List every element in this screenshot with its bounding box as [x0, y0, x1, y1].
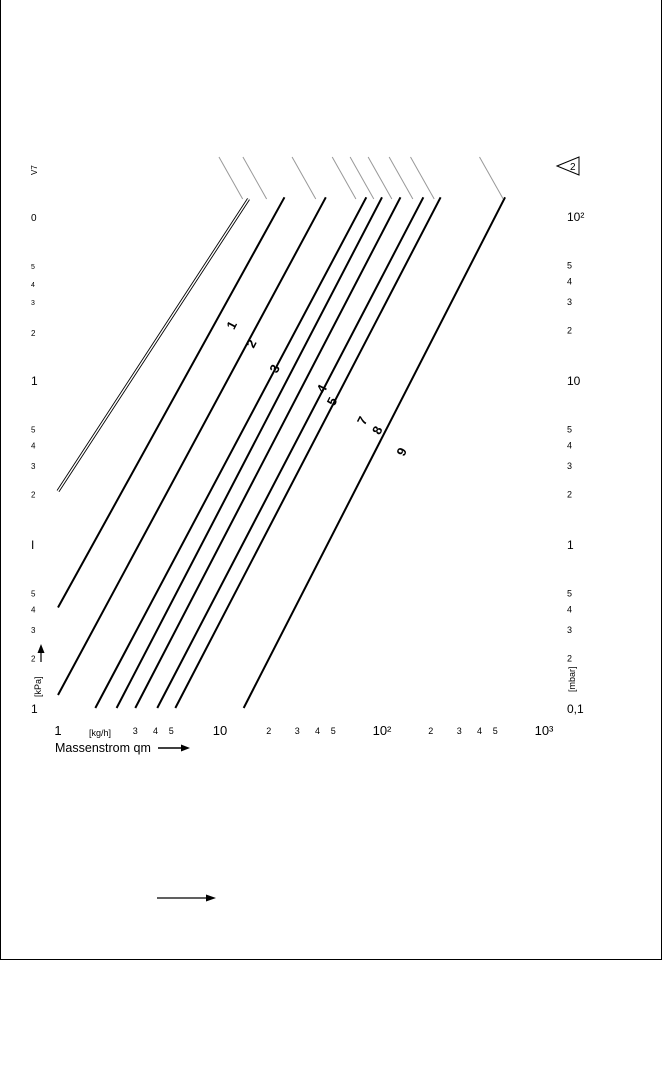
y-left-tick-label: 3: [31, 461, 36, 471]
x-tick-label: 3: [132, 726, 138, 736]
y-left-tick-label: 4: [31, 441, 36, 451]
y-right-tick-label: 3: [567, 296, 573, 307]
curve-top-fragment: [332, 157, 356, 199]
y-unit-left: [kPa]: [33, 676, 43, 697]
left-edge-2: 2: [31, 329, 36, 338]
x-tick-label: 2: [428, 726, 434, 736]
x-tick-label: 4: [477, 726, 483, 736]
x-tick-label: 2: [266, 726, 272, 736]
curve-label-8: 8: [368, 423, 386, 437]
y-right-tick-label: 2: [567, 489, 573, 500]
curve-label-9: 9: [393, 445, 410, 459]
x-tick-label: 3: [456, 726, 462, 736]
curve-4: [95, 197, 366, 708]
curve-label-4: 4: [313, 382, 331, 396]
x-tick-label: 10²: [372, 723, 392, 738]
curve-top-fragment: [292, 157, 316, 199]
x-axis-title: Massenstrom qm: [55, 741, 151, 755]
curve-label-1: 1: [223, 318, 241, 332]
curve-unlabeled-8: [244, 197, 505, 708]
y-right-tick-label: 0,1: [567, 702, 584, 716]
x-tick-label: 4: [315, 726, 321, 736]
y-left-tick-label: 5: [31, 589, 36, 599]
y-left-tick-label: 2: [31, 654, 36, 664]
left-edge-4: 4: [31, 282, 35, 289]
curve-label-3: 3: [266, 361, 283, 376]
y-right-tick-label: 3: [567, 624, 573, 635]
x-unit-label: [kg/h]: [89, 728, 112, 738]
left-edge-5: 5: [31, 264, 35, 271]
left-edge-v7: V7: [30, 165, 39, 175]
corner-badge-label: 2: [570, 162, 576, 173]
y-left-tick-label: 1: [31, 374, 38, 388]
curve-7: [135, 197, 400, 708]
x-tick-label: 10³: [534, 723, 554, 738]
y-right-tick-label: 2: [567, 653, 573, 664]
x-axis-arrow-icon: [158, 745, 190, 752]
curve-label-2: 2: [242, 336, 260, 351]
curve-top-fragment: [219, 157, 243, 199]
curve-2: [58, 197, 284, 607]
y-right-tick-label: 10: [567, 374, 581, 388]
y-right-tick-label: 10²: [567, 210, 585, 224]
x-tick-label: 5: [492, 726, 498, 736]
curve-top-fragment: [480, 157, 504, 199]
y-right-tick-label: 4: [567, 440, 573, 451]
y-left-tick-label: 2: [31, 490, 36, 500]
y-right-tick-label: 3: [567, 460, 573, 471]
x-tick-label: 5: [168, 726, 174, 736]
curve-top-fragment: [350, 157, 374, 199]
curve-top-fragment: [243, 157, 267, 199]
curve-label-5: 5: [323, 394, 341, 408]
left-edge-0: 0: [31, 213, 37, 224]
x-tick-label: 10: [212, 723, 228, 738]
y-left-tick-label: I: [31, 538, 35, 552]
y-right-tick-label: 2: [567, 325, 573, 336]
y-left-tick-label: 5: [31, 425, 36, 435]
y-left-tick-label: 3: [31, 625, 36, 635]
x-tick-label: 3: [294, 726, 300, 736]
curve-label-7: 7: [353, 413, 371, 428]
curve-5: [117, 197, 382, 708]
y-right-tick-label: 1: [567, 538, 574, 552]
x-tick-label: 5: [330, 726, 336, 736]
y-right-tick-label: 4: [567, 604, 573, 615]
left-edge-fragments: [30, 165, 39, 338]
y-left-tick-label: 4: [31, 605, 36, 615]
y-right-tick-label: 5: [567, 260, 573, 271]
curve-3: [58, 197, 326, 695]
bottom-arrow-icon: [157, 895, 216, 902]
curve-8: [157, 197, 423, 708]
curve-top-fragment: [411, 157, 435, 199]
left-edge-3: 3: [31, 300, 35, 307]
y-right-tick-label: 5: [567, 424, 573, 435]
corner-badge-icon: [557, 157, 579, 175]
y-axis-arrow-icon: [38, 644, 45, 662]
x-tick-label: 4: [153, 726, 159, 736]
y-unit-right: [mbar]: [567, 666, 577, 692]
x-tick-label: 1: [54, 723, 62, 738]
y-right-tick-label: 4: [567, 276, 573, 287]
curve-top-fragment: [389, 157, 413, 199]
y-right-tick-label: 5: [567, 588, 573, 599]
curve-1: [58, 199, 249, 491]
curve-1-inner: [58, 199, 249, 491]
curve-top-fragment: [368, 157, 392, 199]
y-left-tick-label: 1: [31, 702, 38, 716]
